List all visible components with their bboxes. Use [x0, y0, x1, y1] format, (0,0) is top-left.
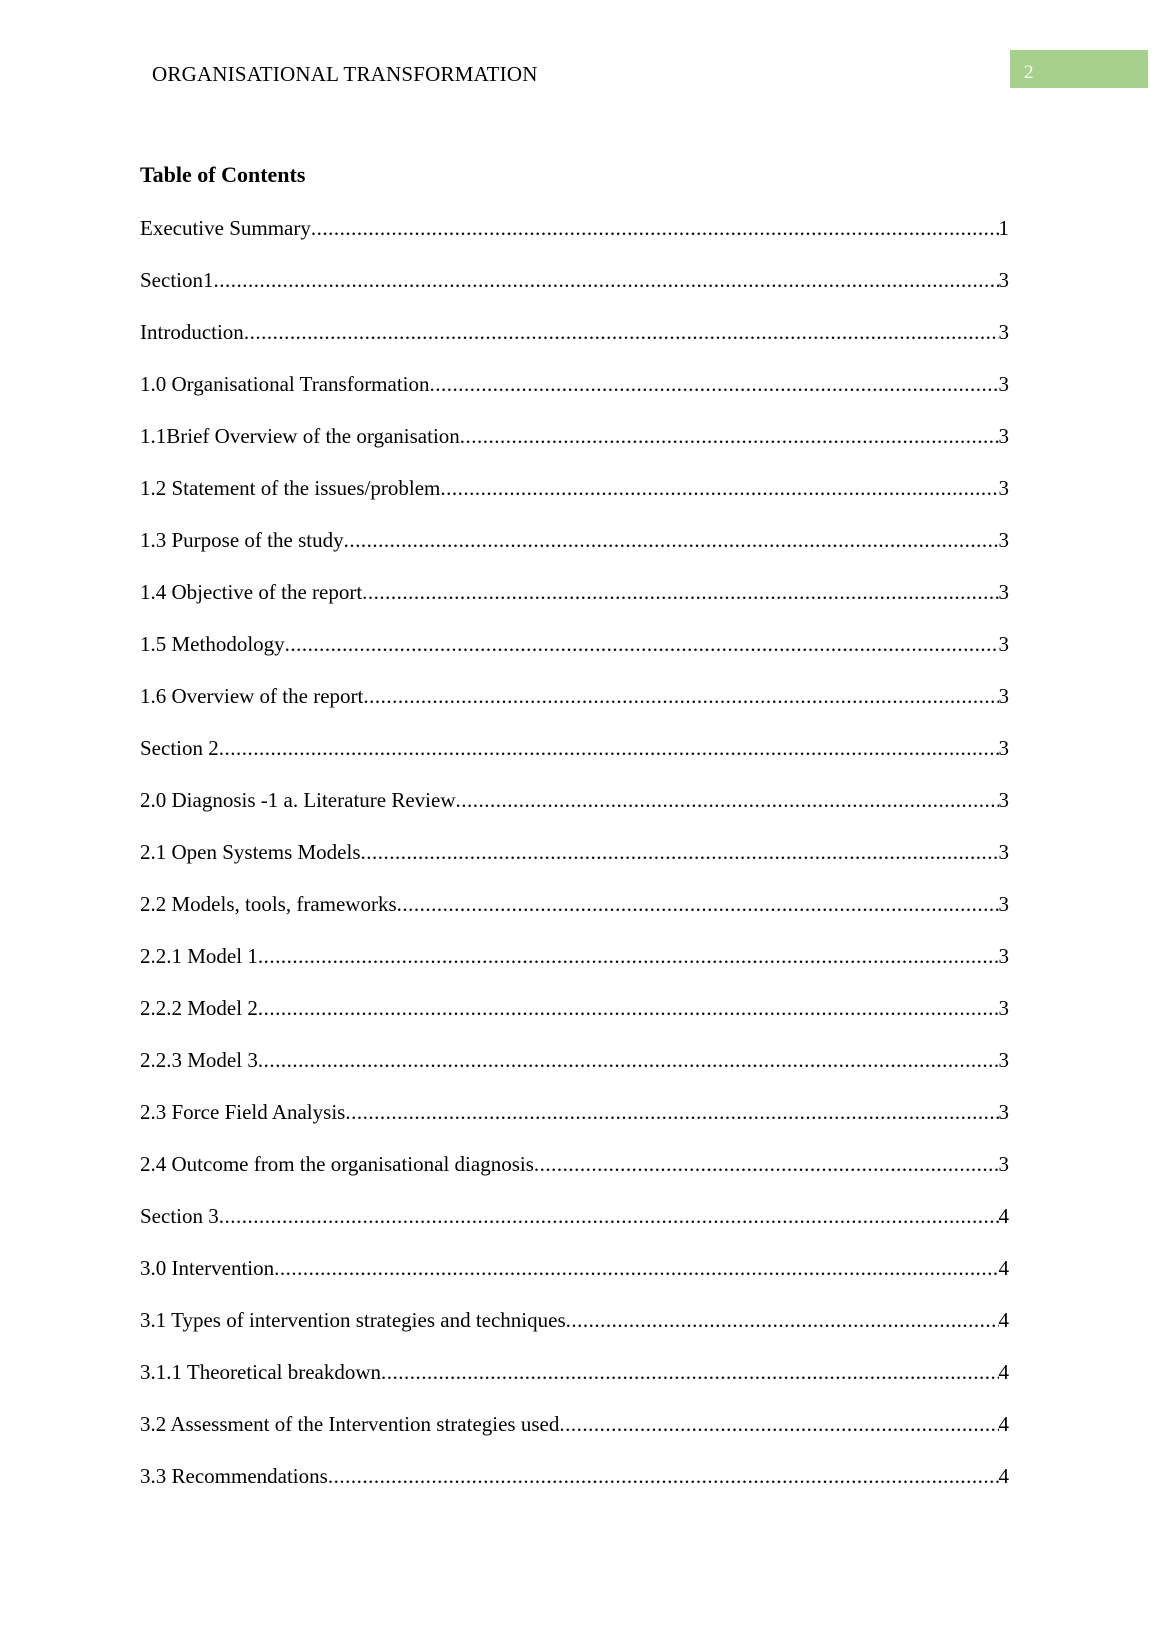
toc-dot-leader [345, 1100, 998, 1125]
toc-entry[interactable] [140, 618, 1009, 670]
toc-entry[interactable] [140, 878, 1009, 930]
toc-dot-leader [361, 840, 999, 865]
toc-entry-page-number: 3 [998, 371, 1009, 396]
running-header-title: ORGANISATIONAL TRANSFORMATION [152, 62, 538, 86]
toc-dot-leader [363, 684, 998, 709]
toc-entry-page-number: 3 [998, 1099, 1009, 1124]
toc-entry[interactable] [140, 1450, 1009, 1502]
toc-entry-page-number: 4 [998, 1307, 1009, 1332]
toc-dot-leader [258, 1048, 999, 1073]
toc-entry-label: 1.3 Purpose of the study [140, 527, 344, 552]
toc-entry[interactable] [140, 1086, 1009, 1138]
toc-entry-label: 2.2 Models, tools, frameworks [140, 891, 397, 916]
toc-dot-leader [456, 788, 999, 813]
toc-dot-leader [328, 1464, 999, 1489]
toc-dot-leader [440, 476, 998, 501]
toc-entry-page-number: 3 [998, 683, 1009, 708]
toc-dot-leader [344, 528, 999, 553]
toc-entry-label: 3.1.1 Theoretical breakdown [140, 1359, 382, 1384]
toc-entry-page-number: 3 [998, 891, 1009, 916]
page-number: 2 [1024, 62, 1034, 83]
toc-entry-label: Section 3 [140, 1203, 219, 1228]
page-number-badge [1010, 50, 1148, 88]
toc-entry[interactable] [140, 1294, 1009, 1346]
toc-entry[interactable] [140, 1034, 1009, 1086]
toc-entry[interactable] [140, 306, 1009, 358]
toc-entry-label: 2.3 Force Field Analysis [140, 1099, 346, 1124]
toc-entry[interactable] [140, 1398, 1009, 1450]
toc-entry-label: 1.1Brief Overview of the organisation [140, 423, 460, 448]
toc-entry-page-number: 3 [998, 267, 1009, 292]
toc-entry[interactable] [140, 254, 1009, 306]
toc-dot-leader [258, 996, 999, 1021]
toc-entry-label: 3.3 Recommendations [140, 1463, 328, 1488]
toc-entry-label: 2.2.3 Model 3 [140, 1047, 258, 1072]
toc-dot-leader [397, 892, 999, 917]
toc-entry[interactable] [140, 1138, 1009, 1190]
toc-entry-page-number: 3 [998, 423, 1009, 448]
toc-entry[interactable] [140, 1190, 1009, 1242]
toc-dot-leader [285, 632, 999, 657]
toc-entry-page-number: 1 [998, 215, 1009, 240]
toc-entry[interactable] [140, 826, 1009, 878]
toc-entry-label: 3.0 Intervention [140, 1255, 275, 1280]
toc-entry-page-number: 3 [998, 631, 1009, 656]
toc-entry-label: 2.2.1 Model 1 [140, 943, 258, 968]
toc-entry[interactable] [140, 982, 1009, 1034]
toc-entry-label: Executive Summary [140, 215, 311, 240]
toc-entry[interactable] [140, 722, 1009, 774]
toc-entry[interactable] [140, 202, 1009, 254]
toc-entry-label: Introduction [140, 319, 244, 344]
toc-dot-leader [430, 372, 999, 397]
toc-dot-leader [219, 1204, 999, 1229]
toc-dot-leader [244, 320, 999, 345]
toc-dot-leader [559, 1412, 998, 1437]
toc-entry[interactable] [140, 670, 1009, 722]
toc-entry-page-number: 4 [998, 1255, 1009, 1280]
toc-entry-page-number: 3 [998, 995, 1009, 1020]
toc-dot-leader [381, 1360, 998, 1385]
toc-dot-leader [534, 1152, 999, 1177]
toc-entry-label: 1.6 Overview of the report [140, 683, 364, 708]
toc-entry[interactable] [140, 410, 1009, 462]
toc-entry-page-number: 3 [998, 579, 1009, 604]
toc-entry-page-number: 3 [998, 735, 1009, 760]
toc-entry-label: 3.1 Types of intervention strategies and techniques [140, 1307, 566, 1332]
toc-entry-page-number: 3 [998, 527, 1009, 552]
toc-entry[interactable] [140, 462, 1009, 514]
toc-entry-page-number: 3 [998, 475, 1009, 500]
toc-dot-leader [258, 944, 999, 969]
toc-entry[interactable] [140, 1242, 1009, 1294]
toc-dot-leader [362, 580, 998, 605]
toc-entry-page-number: 4 [998, 1411, 1009, 1436]
toc-entry-page-number: 4 [998, 1359, 1009, 1384]
toc-dot-leader [460, 424, 999, 449]
toc-entry-page-number: 3 [998, 839, 1009, 864]
toc-entry-label: Section1 [140, 267, 214, 292]
toc-entry-label: 1.2 Statement of the issues/problem [140, 475, 441, 500]
toc-entry[interactable] [140, 1346, 1009, 1398]
toc-dot-leader [214, 268, 999, 293]
toc-entry-page-number: 3 [998, 1151, 1009, 1176]
toc-heading: Table of Contents [140, 162, 306, 187]
toc-entry[interactable] [140, 566, 1009, 618]
toc-dot-leader [311, 216, 999, 241]
toc-entry-label: 1.4 Objective of the report [140, 579, 363, 604]
toc-entry-page-number: 3 [998, 787, 1009, 812]
toc-entry-page-number: 4 [998, 1203, 1009, 1228]
toc-entry[interactable] [140, 774, 1009, 826]
toc-entry[interactable] [140, 514, 1009, 566]
toc-entry-page-number: 4 [998, 1463, 1009, 1488]
toc-entry-label: 2.4 Outcome from the organisational diagnosis [140, 1151, 534, 1176]
toc-entry-label: 2.2.2 Model 2 [140, 995, 258, 1020]
toc-entry-label: 1.0 Organisational Transformation [140, 371, 430, 396]
toc-entry[interactable] [140, 930, 1009, 982]
toc-entry-page-number: 3 [998, 943, 1009, 968]
toc-entry-page-number: 3 [998, 1047, 1009, 1072]
toc-entry-label: Section 2 [140, 735, 219, 760]
toc-entry-page-number: 3 [998, 319, 1009, 344]
toc-dot-leader [219, 736, 999, 761]
toc-entry-label: 2.0 Diagnosis -1 a. Literature Review [140, 787, 456, 812]
toc-dot-leader [274, 1256, 998, 1281]
toc-entry[interactable] [140, 358, 1009, 410]
toc-entry-label: 1.5 Methodology [140, 631, 285, 656]
toc-entry-label: 3.2 Assessment of the Intervention strategies used [140, 1411, 560, 1436]
toc-dot-leader [566, 1308, 999, 1333]
toc-entry-label: 2.1 Open Systems Models [140, 839, 361, 864]
toc-list [140, 202, 1009, 1502]
